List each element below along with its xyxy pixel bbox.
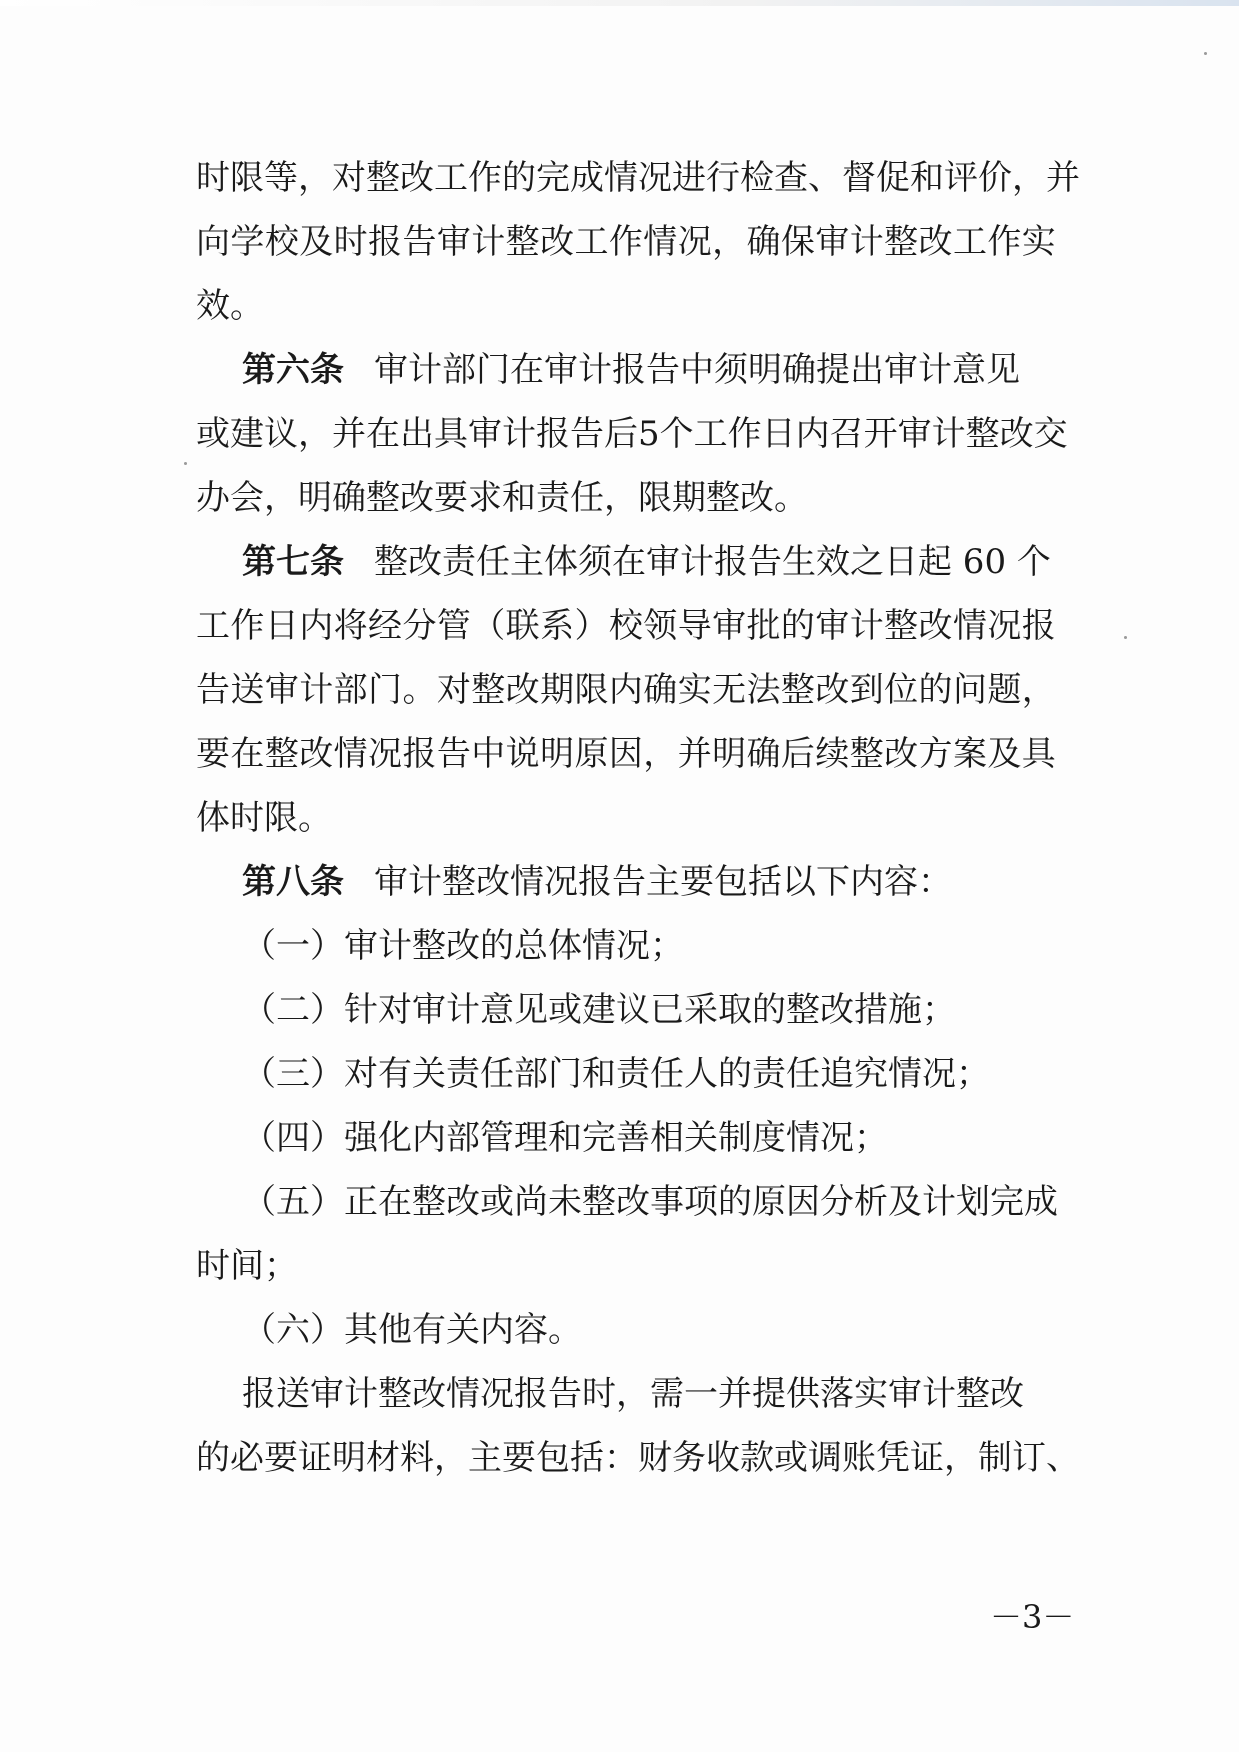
list-item-5-continuation: 时间； xyxy=(196,1246,298,1286)
article-7-line xyxy=(242,532,1051,592)
text-line-10: 要 在 整 改 情 况 报 告 中 说 明 原 因 ， 并 明 确 后 续 整 改 方 案 及 具 xyxy=(196,734,1056,774)
text-line-21: 的 必 要 证 明 材 料 ， 主 要 包 括 ： 财 务 收 款 或 调 账 凭 证 ， 制 订 、 xyxy=(196,1438,1080,1478)
list-item-6: （六）其他有关内容。 xyxy=(242,1310,582,1350)
scan-top-edge xyxy=(0,0,1239,6)
article-8-text: 审计整改情况报告主要包括以下内容： xyxy=(374,862,952,902)
text-line-20: 报送审计整改情况报告时，需一并提供落实审计整改 xyxy=(242,1374,1024,1414)
text-line-11: 体时限。 xyxy=(196,798,332,838)
article-6-text: 审计部门在审计报告中须明确提出审计意见 xyxy=(374,350,1020,390)
article-8-line xyxy=(242,852,952,912)
text-line-6: 办会，明确整改要求和责任，限期整改。 xyxy=(196,478,808,518)
page-number: －3－ xyxy=(990,1598,1075,1636)
list-item-5: （五）正在整改或尚未整改事项的原因分析及计划完成 xyxy=(242,1182,1058,1222)
article-6-heading: 第六条 xyxy=(242,350,344,390)
text-line-5: 或 建 议 ， 并 在 出 具 审 计 报 告 后 5 个 工 作 日 内 召 开 审 计 整 改 交 xyxy=(196,414,1068,454)
text-line-3: 效。 xyxy=(196,286,264,326)
article-6-line xyxy=(242,340,1020,400)
list-item-1: （一）审计整改的总体情况； xyxy=(242,926,684,966)
text-line-8: 工 作 日 内 将 经 分 管 （ 联 系 ） 校 领 导 审 批 的 审 计 整 改 情 况 报 xyxy=(196,606,1056,646)
list-item-2: （二）针对审计意见或建议已采取的整改措施； xyxy=(242,990,956,1030)
article-7-text: 整改责任主体须在审计报告生效之日起 60 个 xyxy=(374,542,1051,582)
article-7-heading: 第七条 xyxy=(242,542,344,582)
scan-speck xyxy=(1124,636,1127,639)
text-line-9: 告 送 审 计 部 门 。 对 整 改 期 限 内 确 实 无 法 整 改 到 位 的 问 题 ， xyxy=(196,670,1056,710)
list-item-4: （四）强化内部管理和完善相关制度情况； xyxy=(242,1118,888,1158)
text-line-2: 向 学 校 及 时 报 告 审 计 整 改 工 作 情 况 ， 确 保 审 计 整 改 工 作 实 xyxy=(196,222,1056,262)
scan-speck xyxy=(184,462,187,465)
list-item-3: （三）对有关责任部门和责任人的责任追究情况； xyxy=(242,1054,990,1094)
text-line-1: 时 限 等 ， 对 整 改 工 作 的 完 成 情 况 进 行 检 查 、 督 促 和 评 价 ， 并 xyxy=(196,158,1080,198)
scan-speck xyxy=(1204,52,1207,55)
article-8-heading: 第八条 xyxy=(242,862,344,902)
